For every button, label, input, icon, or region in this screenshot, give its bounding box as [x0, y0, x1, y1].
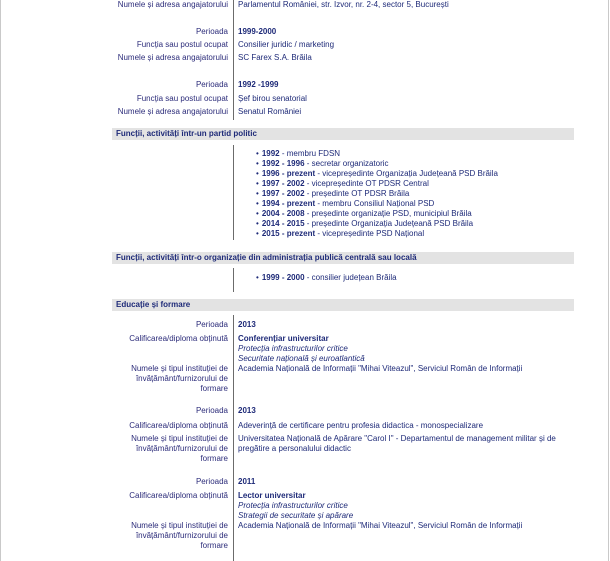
period-label: Perioada — [195, 320, 228, 329]
institution-label-line1: Numele și tipul instituției de — [131, 521, 228, 530]
institution-value-line2: pregătire a personalului didactic — [238, 444, 351, 453]
list-item: • 1997 - 2002 - vicepreședinte OT PDSR Central — [256, 179, 429, 189]
list-item: • 1994 - prezent - membru Consiliul Național PSD — [256, 199, 434, 209]
page-border-right — [608, 0, 609, 561]
period-value: 1999-2000 — [238, 27, 277, 36]
institution-label-line2: învățământ/furnizorului de — [135, 374, 228, 383]
employer-value: Parlamentul României, str. Izvor, nr. 2-4, sector 5, București — [238, 0, 449, 9]
list-item: • 1999 - 2000 - consilier județean Brăila — [256, 273, 397, 283]
period-value: 1992 -1999 — [238, 80, 279, 89]
list-item: • 2004 - 2008 - președinte organizație PSD, municipiul Brăila — [256, 209, 472, 219]
column-divider — [233, 315, 234, 561]
column-divider — [233, 145, 234, 240]
list-item: • 1996 - prezent - vicepreședinte Organizația Județeană PSD Brăila — [256, 169, 498, 179]
column-divider — [233, 0, 234, 120]
qualification-value: Adeverință de certificare pentru profesia didactica - monospecializare — [238, 421, 484, 430]
column-divider — [233, 268, 234, 292]
institution-label-line3: formare — [200, 384, 228, 393]
employer-label: Numele și adresa angajatorului — [117, 53, 228, 62]
period-label: Perioada — [195, 477, 228, 486]
employer-label: Numele și adresa angajatorului — [117, 0, 228, 9]
period-label: Perioada — [195, 80, 228, 89]
list-item: • 1992 - 1996 - secretar organizatoric — [256, 159, 389, 169]
qualification-label: Calificarea/diploma obținută — [129, 491, 228, 500]
qualification-label: Calificarea/diploma obținută — [129, 421, 228, 430]
qualification-detail: Protecția infrastructurilor critice — [238, 501, 348, 510]
position-value: Consilier juridic / marketing — [238, 40, 335, 49]
qualification-detail: Strategii de securitate și apărare — [238, 511, 354, 520]
institution-value: Academia Națională de Informații "Mihai Viteazul", Serviciul Român de Informații — [238, 364, 523, 373]
employer-label: Numele și adresa angajatorului — [117, 107, 228, 116]
qualification-detail: Protecția infrastructurilor critice — [238, 344, 348, 353]
list-item: • 1997 - 2002 - președinte OT PDSR Brăila — [256, 189, 409, 199]
section-header-education: Educație și formare — [112, 299, 574, 311]
qualification-value: Lector universitar — [238, 491, 306, 500]
position-label: Funcția sau postul ocupat — [136, 40, 228, 49]
section-header-party: Funcții, activități într-un partid politic — [112, 128, 574, 140]
institution-label-line1: Numele și tipul instituției de — [131, 434, 228, 443]
institution-label-line2: învățământ/furnizorului de — [135, 531, 228, 540]
period-label: Perioada — [195, 27, 228, 36]
employer-value: Senatul României — [238, 107, 302, 116]
institution-value: Academia Națională de Informații "Mihai Viteazul", Serviciul Român de Informații — [238, 521, 523, 530]
section-header-admin: Funcții, activități într-o organizație din administrația publică centrală sau locală — [112, 252, 574, 264]
list-item: • 2014 - 2015 - președinte Organizația Județeană PSD Brăila — [256, 219, 473, 229]
period-value: 2013 — [238, 406, 256, 415]
qualification-value: Conferențiar universitar — [238, 334, 329, 343]
position-value: Șef birou senatorial — [238, 94, 307, 103]
list-item: • 2015 - prezent - vicepreședinte PSD Național — [256, 229, 424, 239]
list-item: • 1992 - membru FDSN — [256, 149, 340, 159]
qualification-detail: Securitate națională și euroatlantică — [238, 354, 365, 363]
institution-label-line3: formare — [200, 541, 228, 550]
period-label: Perioada — [195, 406, 228, 415]
period-value: 2011 — [238, 477, 256, 486]
institution-label-line2: învățământ/furnizorului de — [135, 444, 228, 453]
institution-label-line1: Numele și tipul instituției de — [131, 364, 228, 373]
institution-value-line1: Universitatea Națională de Apărare "Carol I" - Departamentul de management militar și de — [238, 434, 556, 443]
qualification-label: Calificarea/diploma obținută — [129, 334, 228, 343]
period-value: 2013 — [238, 320, 256, 329]
employer-value: SC Farex S.A. Brăila — [238, 53, 312, 62]
institution-label-line3: formare — [200, 454, 228, 463]
position-label: Funcția sau postul ocupat — [136, 94, 228, 103]
